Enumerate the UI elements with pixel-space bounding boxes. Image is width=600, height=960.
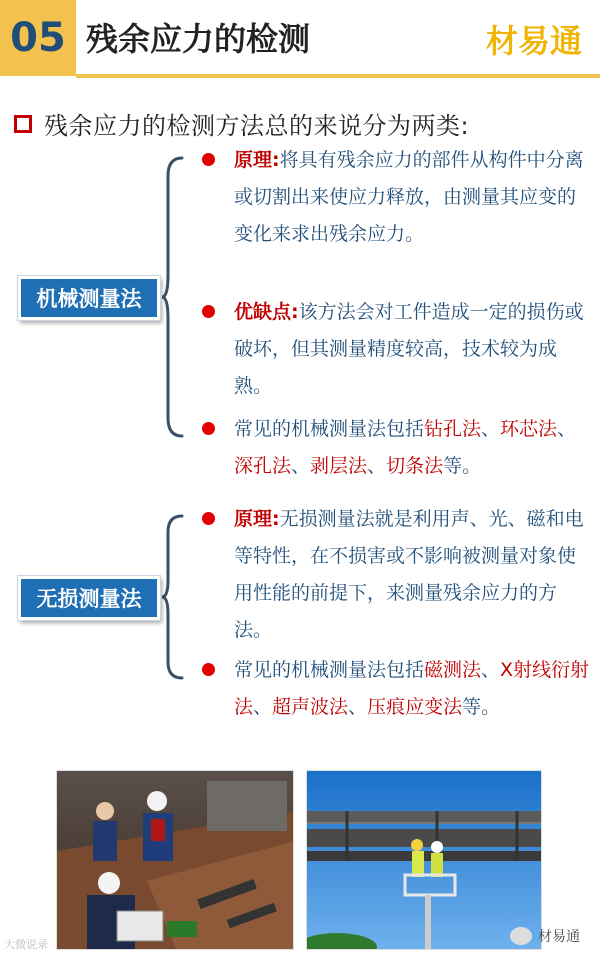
section-number: 05 — [0, 0, 76, 76]
red-bullet-icon — [202, 422, 215, 435]
principle-label: 原理: — [234, 149, 280, 171]
method-name: 磁测法 — [424, 659, 482, 681]
method-name: 钻孔法 — [424, 418, 482, 440]
common-prefix: 常见的机械测量法包括 — [234, 659, 425, 681]
watermark-right — [510, 926, 580, 946]
header — [0, 0, 600, 76]
page-title: 残余应力的检测 — [86, 20, 311, 58]
method-name: X射线衍射法 — [234, 659, 590, 718]
list-item-nondestructive-principle — [202, 501, 592, 649]
red-bullet-icon — [202, 663, 215, 676]
wechat-icon — [510, 927, 532, 945]
method-name: 切条法 — [386, 455, 444, 477]
suffix: 等。 — [443, 455, 482, 477]
suffix: 等。 — [462, 696, 501, 718]
principle-text: 无损测量法就是利用声、光、磁和电等特性，在不损害或不影响被测量对象使用性能的前提下，来测量残余应力的方法。 — [234, 508, 584, 641]
brand-logo: 材易通 — [485, 22, 582, 60]
principle-text: 将具有残余应力的部件从构件中分离或切割出来使应力释放，由测量其应变的变化来求出残余应力。 — [234, 149, 584, 245]
intro-line — [14, 106, 469, 141]
list-item-mechanical-common: 常见的机械测量法包括钻孔法、环芯法、深孔法、剥层法、切条法等。 — [202, 411, 592, 485]
curly-brace-icon — [160, 514, 186, 680]
red-bullet-icon — [202, 305, 215, 318]
method-name: 环芯法 — [500, 418, 558, 440]
list-item-mechanical-principle — [202, 142, 592, 253]
square-bullet-icon — [14, 115, 32, 133]
list-item-mechanical-pros — [202, 294, 592, 405]
method-name: 深孔法 — [234, 455, 292, 477]
list-item-nondestructive-common: 常见的机械测量法包括磁测法、X射线衍射法、超声波法、压痕应变法等。 — [202, 652, 592, 726]
method-name: 剥层法 — [310, 455, 368, 477]
method-name: 压痕应变法 — [367, 696, 463, 718]
principle-label: 原理: — [234, 508, 280, 530]
pros-text: 该方法会对工件造成一定的损伤或破坏，但其测量精度较高，技术较为成熟。 — [234, 301, 584, 397]
watermark-left: 大微说录 — [4, 938, 48, 951]
pros-label: 优缺点: — [234, 301, 299, 323]
curly-brace-icon — [160, 156, 186, 438]
method-box-mechanical: 机械测量法 — [18, 276, 160, 320]
red-bullet-icon — [202, 512, 215, 525]
common-prefix: 常见的机械测量法包括 — [234, 418, 425, 440]
method-box-nondestructive: 无损测量法 — [18, 576, 160, 620]
header-divider — [76, 74, 600, 78]
method-name: 超声波法 — [272, 696, 349, 718]
photo-bridge-inspection — [306, 770, 542, 950]
red-bullet-icon — [202, 153, 215, 166]
photo-workers-drilling — [56, 770, 294, 950]
intro-text: 残余应力的检测方法总的来说分为两类: — [44, 112, 470, 140]
watermark-right-text: 材易通 — [538, 929, 580, 945]
